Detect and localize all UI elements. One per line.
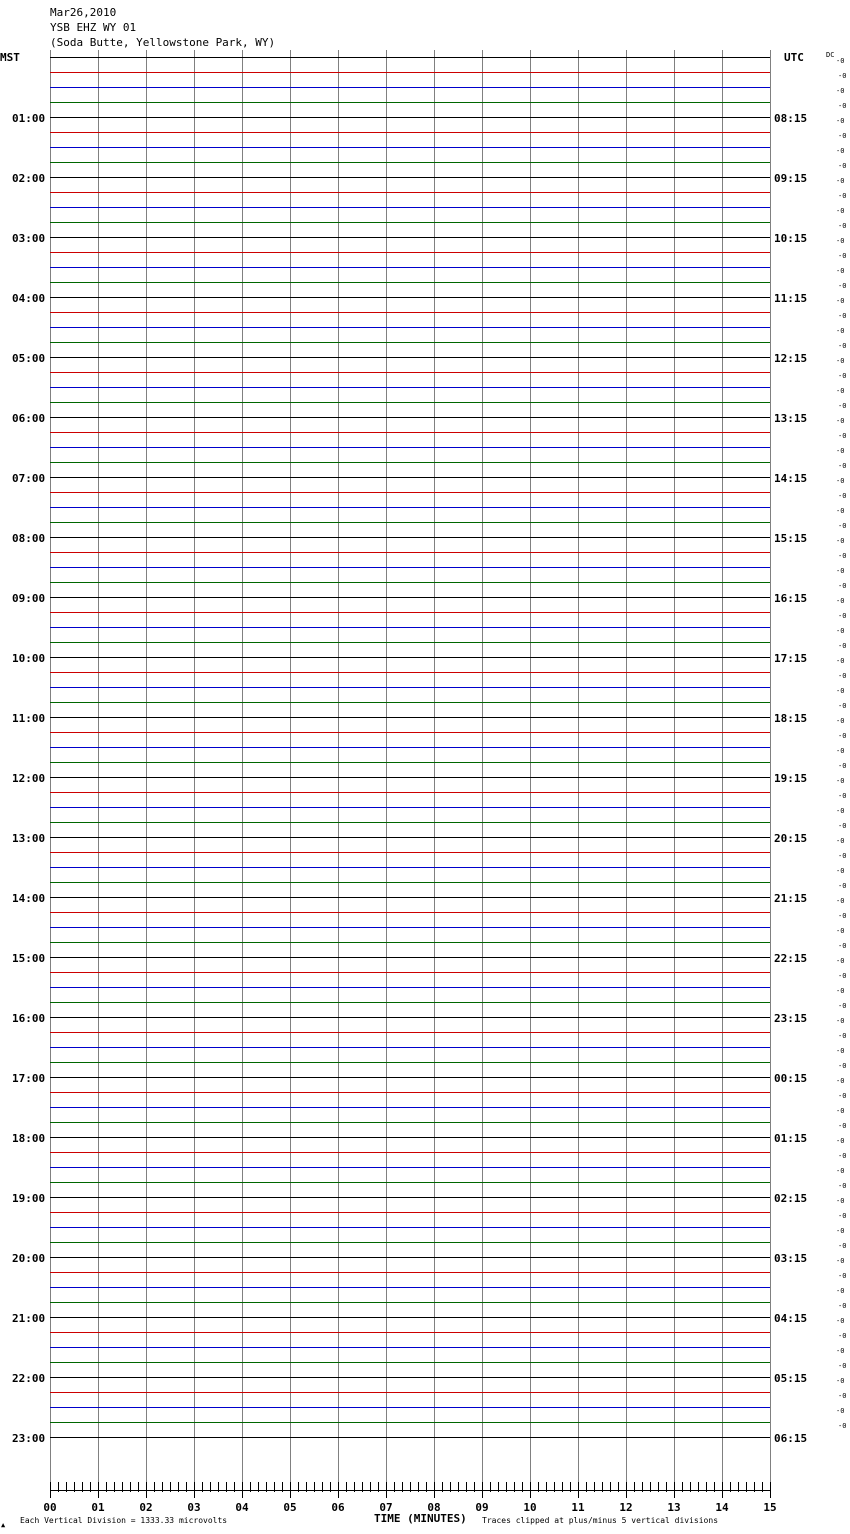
dc-value: -0: [838, 1152, 847, 1160]
dc-value: -0: [836, 1347, 845, 1355]
right-hour-label: 22:15: [774, 952, 808, 965]
seismic-traces: [50, 58, 770, 1438]
left-hour-label: 11:00: [12, 712, 46, 725]
dc-value: -0: [836, 267, 845, 275]
time-grid: [51, 50, 771, 1490]
dc-value: -0: [838, 132, 847, 140]
dc-value: -0: [836, 1137, 845, 1145]
right-hour-label: 04:15: [774, 1312, 808, 1325]
left-hour-label: 12:00: [12, 772, 46, 785]
dc-value: -0: [838, 702, 847, 710]
x-tick-label: 09: [475, 1501, 489, 1514]
header-location: (Soda Butte, Yellowstone Park, WY): [50, 36, 276, 49]
dc-value: -0: [838, 252, 847, 260]
dc-value: -0: [838, 1242, 847, 1250]
x-tick-label: 02: [139, 1501, 153, 1514]
header-station: YSB EHZ WY 01: [50, 21, 137, 34]
left-hour-label: 23:00: [12, 1432, 46, 1445]
dc-value: -0: [836, 417, 845, 425]
dc-value: -0: [838, 1212, 847, 1220]
dc-value: -0: [838, 612, 847, 620]
footer-scale-note: Each Vertical Division = 1333.33 microvolts: [20, 1516, 228, 1525]
dc-value: -0: [838, 822, 847, 830]
dc-value: -0: [838, 1392, 847, 1400]
dc-value: -0: [838, 1092, 847, 1100]
dc-value: -0: [836, 687, 845, 695]
dc-value: -0: [838, 972, 847, 980]
dc-value: -0: [836, 357, 845, 365]
left-hour-label: 03:00: [12, 232, 46, 245]
right-hour-label: 02:15: [774, 1192, 808, 1205]
dc-value: -0: [838, 1032, 847, 1040]
dc-value: -0: [836, 447, 845, 455]
right-hour-label: 16:15: [774, 592, 808, 605]
left-hour-label: 14:00: [12, 892, 46, 905]
right-hour-label: 21:15: [774, 892, 808, 905]
x-tick-label: 01: [91, 1501, 105, 1514]
x-tick-label: 06: [331, 1501, 345, 1514]
dc-value: -0: [838, 432, 847, 440]
dc-value: -0: [838, 882, 847, 890]
x-tick-label: 03: [187, 1501, 201, 1514]
dc-value: -0: [838, 522, 847, 530]
right-hour-label: 13:15: [774, 412, 808, 425]
dc-value: -0: [836, 897, 845, 905]
dc-value: -0: [836, 747, 845, 755]
dc-value: -0: [836, 567, 845, 575]
right-hour-labels: [774, 112, 807, 1445]
x-tick-label: 08: [427, 1501, 441, 1514]
dc-value: -0: [836, 957, 845, 965]
dc-value: -0: [836, 537, 845, 545]
dc-value: -0: [838, 162, 847, 170]
dc-value: -0: [838, 852, 847, 860]
right-hour-label: 15:15: [774, 532, 808, 545]
x-tick-label: 14: [715, 1501, 729, 1514]
dc-value: -0: [836, 837, 845, 845]
dc-value: -0: [836, 987, 845, 995]
left-hour-label: 01:00: [12, 112, 46, 125]
dc-value: -0: [838, 1272, 847, 1280]
dc-value: -0: [838, 672, 847, 680]
dc-value: -0: [836, 1287, 845, 1295]
x-tick-label: 15: [763, 1501, 777, 1514]
left-hour-label: 04:00: [12, 292, 46, 305]
left-hour-label: 22:00: [12, 1372, 46, 1385]
dc-value: -0: [838, 222, 847, 230]
right-timezone-label: UTC: [784, 51, 804, 64]
dc-value: -0: [838, 462, 847, 470]
header-date: Mar26,2010: [50, 6, 117, 19]
x-tick-label: 05: [283, 1501, 297, 1514]
right-hour-label: 03:15: [774, 1252, 808, 1265]
dc-value: -0: [838, 72, 847, 80]
left-hour-label: 10:00: [12, 652, 46, 665]
dc-value: -0: [838, 792, 847, 800]
dc-value: -0: [836, 477, 845, 485]
dc-value: -0: [836, 1107, 845, 1115]
dc-value: -0: [838, 942, 847, 950]
dc-value: -0: [836, 657, 845, 665]
x-tick-label: 04: [235, 1501, 249, 1514]
dc-value: -0: [838, 192, 847, 200]
right-hour-label: 08:15: [774, 112, 808, 125]
footer-clip-note: Traces clipped at plus/minus 5 vertical divisions: [482, 1516, 719, 1525]
right-hour-label: 18:15: [774, 712, 808, 725]
right-hour-label: 11:15: [774, 292, 808, 305]
dc-value: -0: [838, 492, 847, 500]
left-hour-label: 05:00: [12, 352, 46, 365]
left-hour-label: 06:00: [12, 412, 46, 425]
dc-value: -0: [836, 87, 845, 95]
dc-value: -0: [836, 807, 845, 815]
dc-value: -0: [836, 597, 845, 605]
right-hour-label: 20:15: [774, 832, 808, 845]
dc-value: -0: [836, 117, 845, 125]
dc-value: -0: [836, 1017, 845, 1025]
left-hour-label: 21:00: [12, 1312, 46, 1325]
dc-value: -0: [836, 1257, 845, 1265]
dc-value: -0: [838, 1302, 847, 1310]
dc-value: -0: [836, 717, 845, 725]
dc-value: -0: [838, 642, 847, 650]
dc-value: -0: [836, 1377, 845, 1385]
left-hour-label: 16:00: [12, 1012, 46, 1025]
dc-value: -0: [836, 297, 845, 305]
right-hour-label: 19:15: [774, 772, 808, 785]
dc-value: -0: [838, 372, 847, 380]
dc-value: -0: [838, 912, 847, 920]
x-tick-label: 13: [667, 1501, 681, 1514]
dc-value: -0: [836, 777, 845, 785]
left-timezone-label: MST: [0, 51, 20, 64]
dc-value: -0: [838, 282, 847, 290]
dc-value: -0: [836, 207, 845, 215]
dc-value: -0: [838, 342, 847, 350]
x-axis-title: TIME (MINUTES): [374, 1512, 467, 1525]
left-hour-label: 17:00: [12, 1072, 46, 1085]
dc-value: -0: [836, 147, 845, 155]
left-hour-label: 13:00: [12, 832, 46, 845]
right-hour-label: 10:15: [774, 232, 808, 245]
dc-value: -0: [836, 387, 845, 395]
right-hour-label: 05:15: [774, 1372, 808, 1385]
dc-value: -0: [836, 507, 845, 515]
dc-value: -0: [836, 1407, 845, 1415]
dc-value: -0: [838, 1182, 847, 1190]
right-hour-label: 06:15: [774, 1432, 808, 1445]
dc-value: -0: [836, 867, 845, 875]
left-hour-label: 18:00: [12, 1132, 46, 1145]
right-hour-label: 09:15: [774, 172, 808, 185]
dc-value: -0: [838, 1122, 847, 1130]
dc-value: -0: [836, 1197, 845, 1205]
dc-value: -0: [836, 627, 845, 635]
dc-value: -0: [836, 1227, 845, 1235]
dc-value: -0: [838, 402, 847, 410]
dc-value: -0: [836, 1047, 845, 1055]
x-tick-label: 12: [619, 1501, 633, 1514]
left-hour-label: 09:00: [12, 592, 46, 605]
dc-value: -0: [836, 57, 845, 65]
right-hour-label: 00:15: [774, 1072, 808, 1085]
dc-value: -0: [838, 102, 847, 110]
dc-value: -0: [838, 762, 847, 770]
left-hour-label: 07:00: [12, 472, 46, 485]
dc-value: -0: [838, 1422, 847, 1430]
dc-value: -0: [836, 927, 845, 935]
dc-value: -0: [838, 1002, 847, 1010]
dc-value: -0: [838, 582, 847, 590]
dc-value: -0: [836, 1317, 845, 1325]
dc-value: -0: [836, 177, 845, 185]
dc-value: -0: [838, 312, 847, 320]
dc-value: -0: [838, 732, 847, 740]
dc-value: -0: [836, 237, 845, 245]
right-hour-label: 01:15: [774, 1132, 808, 1145]
dc-value: -0: [836, 1077, 845, 1085]
dc-value: -0: [836, 327, 845, 335]
dc-value: -0: [838, 1062, 847, 1070]
left-hour-label: 20:00: [12, 1252, 46, 1265]
dc-value: -0: [838, 552, 847, 560]
left-hour-label: 15:00: [12, 952, 46, 965]
x-tick-label: 07: [379, 1501, 393, 1514]
dc-value: -0: [836, 1167, 845, 1175]
x-tick-label: 11: [571, 1501, 585, 1514]
left-hour-label: 08:00: [12, 532, 46, 545]
x-tick-label: 10: [523, 1501, 537, 1514]
right-hour-label: 23:15: [774, 1012, 808, 1025]
corner-mark: ▲: [1, 1521, 6, 1529]
right-hour-label: 12:15: [774, 352, 808, 365]
dc-label: DC: [826, 51, 835, 59]
x-tick-label: 00: [43, 1501, 57, 1514]
left-hour-label: 02:00: [12, 172, 46, 185]
dc-offset-values: [836, 57, 846, 1430]
left-hour-labels: [12, 112, 45, 1445]
dc-value: -0: [838, 1332, 847, 1340]
left-hour-label: 19:00: [12, 1192, 46, 1205]
dc-value: -0: [838, 1362, 847, 1370]
right-hour-label: 17:15: [774, 652, 808, 665]
right-hour-label: 14:15: [774, 472, 808, 485]
